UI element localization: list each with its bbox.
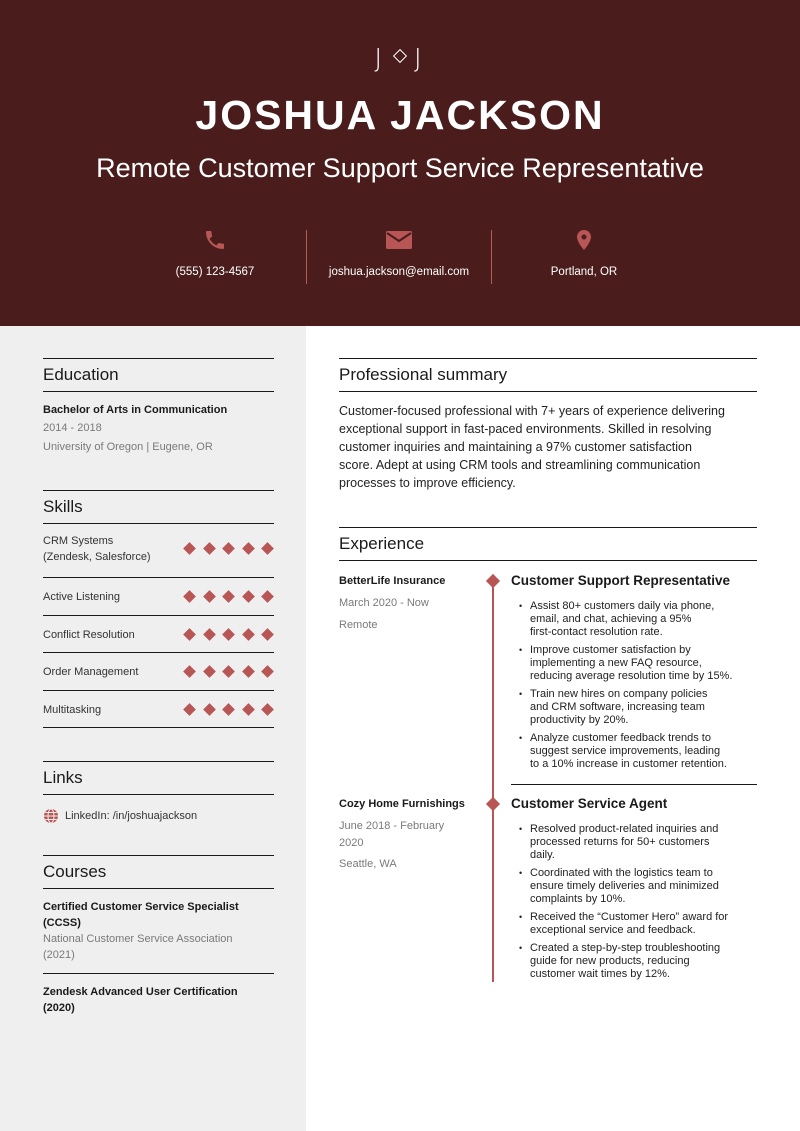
summary-line: Customer-focused professional with 7+ years of experience delivering [339,404,725,418]
skill-rating [175,703,273,715]
bullet-item [511,732,757,771]
bullet-item [511,867,757,906]
diamond-icon [222,542,235,555]
experience-section [339,527,757,561]
bullet-line: • Coordinated with the logistics team to [530,867,713,879]
contact-bar [0,228,800,284]
contact-location [492,228,676,278]
contact-phone [123,228,307,278]
bullet-line: daily. [530,849,555,861]
degree: Bachelor of Arts in Communication [43,404,228,416]
phone-text: (555) 123-4567 [175,266,255,278]
phone-icon [203,228,227,252]
diamond-icon [183,628,196,641]
job-location: Remote [339,619,378,631]
email-text: joshua.jackson@email.com [328,266,470,278]
job-location: Seattle, WA [339,858,397,870]
bullet-line: ensure timely deliveries and minimized [530,880,719,892]
monogram-left: J [374,44,386,74]
bullet-line: • Received the “Customer Hero” award for [530,911,729,923]
summary-line: processes to improve efficiency. [339,476,516,490]
resume-header [0,0,800,326]
bullet-line: productivity by 20%. [530,714,629,726]
course-title-cont: (CCSS) [43,917,81,929]
globe-icon [43,808,59,824]
bullet-item [511,688,757,727]
diamond-icon [242,542,255,555]
course-org: National Customer Service Association [43,933,233,945]
diamond-icon [261,628,274,641]
skill-rating [175,665,273,677]
bullet-line: first-contact resolution rate. [530,626,663,638]
candidate-name: JOSHUA JACKSON [195,92,605,138]
diamond-icon [203,665,216,678]
bullet-line: guide for new products, reducing [530,955,690,967]
skill-name: Order Management [43,666,139,678]
education-school: University of Oregon | Eugene, OR [43,441,213,453]
education-years: 2014 - 2018 [43,422,102,434]
skill-name: Multitasking [43,703,102,716]
skill-rating [175,628,273,640]
courses-section [43,855,274,1016]
diamond-icon [261,590,274,603]
diamond-icon [242,628,255,641]
course-year: (2020) [43,1002,75,1014]
skill-rating [175,542,273,554]
section-title: Education [43,358,274,392]
diamond-icon [222,703,235,716]
bullet-line: implementing a new FAQ resource, [530,657,702,669]
linkedin-text: LinkedIn: /in/joshuajackson [65,810,198,822]
bullet-item [511,911,757,937]
summary-line: exceptional support in fast-paced environments. Skilled in resolving [339,422,712,436]
course-title: Zendesk Advanced User Certification [43,986,238,998]
location-text: Portland, OR [550,266,618,278]
diamond-icon [242,590,255,603]
diamond-icon [222,628,235,641]
diamond-icon [222,590,235,603]
skill-row [43,653,274,691]
course-year: (2021) [43,949,75,961]
job-dates-line: 2020 [339,837,364,849]
diamond-icon [183,703,196,716]
location-pin-icon [572,228,596,252]
bullet-line: reducing average resolution time by 15%. [530,670,733,682]
diamond-icon [183,665,196,678]
skill-row [43,616,274,654]
diamond-icon [183,590,196,603]
bullet-line: email, and chat, achieving a 95% [530,613,692,625]
job-dates-line: June 2018 - February [339,820,445,832]
course-title: Certified Customer Service Specialist [43,901,239,913]
bullet-line: and CRM software, increasing team [530,701,705,713]
section-title: Courses [43,855,274,889]
contact-email [307,228,491,278]
skill-name: CRM Systems [43,535,114,547]
summary-section [339,358,757,492]
bullet-line: processed returns for 50+ customers [530,836,710,848]
diamond-icon [486,797,500,811]
education-section [43,358,274,457]
bullet-line: • Created a step-by-step troubleshooting [530,942,721,954]
candidate-role: Remote Customer Support Service Representative [96,153,704,183]
diamond-icon [393,49,407,63]
skill-name-detail: (Zendesk, Salesforce) [43,551,151,563]
diamond-icon [222,665,235,678]
job-title: Customer Service Agent [511,796,668,811]
monogram [0,44,800,74]
summary-text [339,402,757,492]
divider [511,784,757,785]
bullet-line: • Resolved product-related inquiries and [530,823,719,835]
divider [43,973,274,974]
section-title: Links [43,761,274,795]
job-bullets [511,823,757,986]
diamond-icon [261,542,274,555]
mail-icon [385,228,413,252]
bullet-item [511,823,757,862]
summary-line: customer inquiries and maintaining a 97% customer satisfaction [339,440,692,454]
links-section [43,761,274,825]
bullet-item [511,600,757,639]
monogram-right: J [414,44,426,74]
summary-line: score. Adept at using CRM tools and streamlining communication [339,458,701,472]
skill-name: Active Listening [43,591,121,603]
skill-rating [175,590,273,602]
diamond-icon [242,665,255,678]
job-title: Customer Support Representative [511,573,731,588]
bullet-line: to a 10% increase in customer retention. [530,758,727,770]
skill-row [43,524,274,578]
bullet-line: • Analyze customer feedback trends to [530,732,711,744]
diamond-icon [261,665,274,678]
bullet-item [511,942,757,981]
job-dates [339,818,469,852]
diamond-icon [183,542,196,555]
job-dates: March 2020 - Now [339,597,429,609]
diamond-icon [486,574,500,588]
skill-name: Conflict Resolution [43,628,135,641]
bullet-line: exceptional service and feedback. [530,924,696,936]
bullet-line: • Improve customer satisfaction by [530,644,691,656]
section-title: Skills [43,490,274,524]
diamond-icon [261,703,274,716]
diamond-icon [203,542,216,555]
diamond-icon [242,703,255,716]
bullet-line: customer wait times by 12%. [530,968,670,980]
bullet-line: suggest service improvements, leading [530,745,721,757]
timeline-line [492,580,494,982]
job-bullets [511,600,757,776]
course-item [43,984,274,1016]
section-title: Professional summary [339,358,757,392]
linkedin-link[interactable] [43,807,274,825]
bullet-line: • Assist 80+ customers daily via phone, [530,600,715,612]
course-item [43,899,274,963]
section-title: Experience [339,527,757,561]
skill-row [43,691,274,729]
bullet-item [511,644,757,683]
skills-section [43,490,274,728]
skill-row [43,578,274,616]
diamond-icon [203,628,216,641]
diamond-icon [203,703,216,716]
diamond-icon [203,590,216,603]
bullet-line: • Train new hires on company policies [530,688,708,700]
bullet-line: complaints by 10%. [530,893,626,905]
company-name: BetterLife Insurance [339,575,446,587]
company-name: Cozy Home Furnishings [339,798,465,810]
